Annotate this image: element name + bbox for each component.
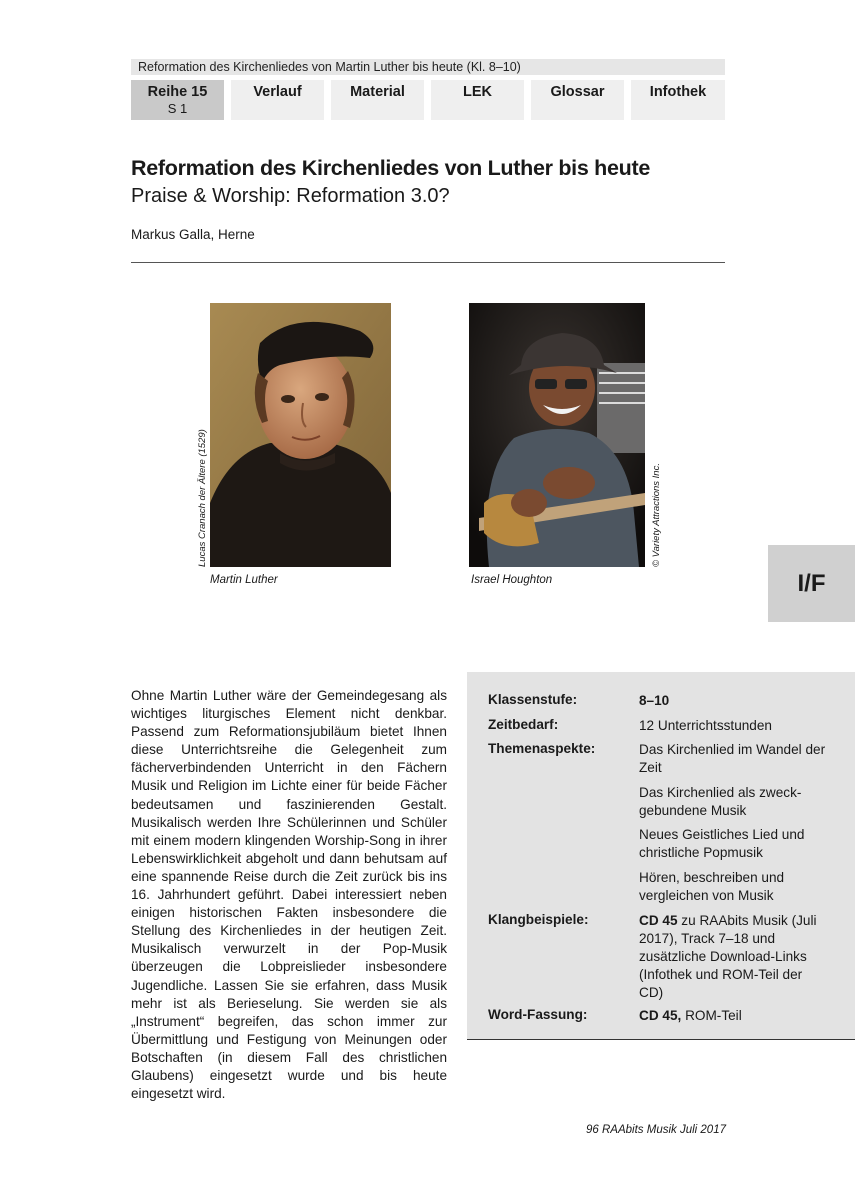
houghton-credit: © Variety Attractions Inc. — [651, 463, 662, 567]
tab-lek[interactable]: LEK — [431, 80, 524, 120]
page-subtitle: Praise & Worship: Reformation 3.0? — [131, 185, 450, 207]
klang-value — [639, 912, 829, 1002]
zeitbedarf-label: Zeitbedarf: — [488, 717, 559, 732]
themen-label: Themenaspekte: — [488, 741, 596, 756]
luther-caption: Martin Luther — [210, 574, 278, 586]
tab-infothek[interactable]: Infothek — [631, 80, 725, 120]
themen-item: Das Kirchenlied als zweckgebundene Musik — [639, 785, 802, 818]
houghton-caption: Israel Houghton — [471, 574, 553, 586]
author: Markus Galla, Herne — [131, 227, 255, 242]
klang-label: Klangbeispiele: — [488, 912, 589, 927]
page-title: Reformation des Kirchenliedes von Luther bis heute — [131, 156, 651, 180]
info-box — [467, 672, 855, 1040]
martin-luther-portrait — [210, 303, 391, 567]
tab-reihe[interactable] — [131, 80, 224, 120]
tab-glossar[interactable]: Glossar — [531, 80, 624, 120]
intro-paragraph: Ohne Martin Luther wäre der Gemeindegesang als wichtiges liturgisches Element nicht denkbar. Passend zum Reformationsjubiläum bietet Ihnen diese Unterrichtsreihe die Gelegenheit zum fächerverbindenden Unterricht in den Fächern Musik und Religion im Lichte einer für beide Fächer bedeutsamen und faszinierenden Gestalt. Musikalisch werden Ihre Schülerinnen und Schüler mit einem modern klingenden Worship-Song in ihrer Lebenswirklichkeit abgeholt und dann behutsam auf eine spannende Reise durch die Zeit zurück bis ins 16. Jahrhundert geführt. Dabei interessiert neben einigen historischen Fakten insbesondere die Stellung des Kirchenliedes in der heutigen Zeit. Musikalisch verwurzelt in der Pop-Musik überzeugen die Lobpreislieder insbesondere Jugendliche. Lassen Sie sie erfahren, dass Musik mehr ist als Berieselung. Sie werden sie als „Instrument“ begreifen, das schon immer zur Übermittlung und Festigung von Meinungen oder Botschaften (in diesem Fall des christlichen Glaubens) eingesetzt wurde und bis heute eingesetzt wird. — [131, 688, 447, 1102]
klassenstufe-value: 8–10 — [639, 693, 670, 708]
klang-text: zu RAAbits Musik (Juli 2017), Track 7–18 und zusätzliche Download-Links (Infothek und ROM-Teil der CD) — [639, 913, 817, 1000]
divider — [131, 262, 725, 263]
word-value — [639, 1007, 829, 1025]
word-cd: CD 45, — [639, 1008, 682, 1023]
zeitbedarf-value: 12 Unterrichtsstunden — [639, 718, 772, 733]
series-title: Reformation des Kirchenliedes von Martin Luther bis heute (Kl. 8–10) — [131, 59, 725, 75]
tab-verlauf[interactable]: Verlauf — [231, 80, 324, 120]
luther-credit: Lucas Cranach der Ältere (1529) — [197, 429, 208, 567]
footer-source: 96 RAAbits Musik Juli 2017 — [586, 1124, 726, 1136]
themen-item: Hören, beschreiben und vergleichen von Musik — [639, 870, 785, 903]
word-label: Word-Fassung: — [488, 1007, 588, 1022]
klassenstufe-label: Klassenstufe: — [488, 692, 578, 707]
tab-reihe-label: Reihe 15 — [147, 84, 208, 100]
themen-item: Neues Geistliches Lied und christliche Popmusik — [639, 827, 805, 860]
word-text: ROM-Teil — [681, 1008, 742, 1023]
klang-cd: CD 45 — [639, 913, 678, 928]
tab-material[interactable]: Material — [331, 80, 424, 120]
themen-item: Das Kirchenlied im Wandel der Zeit — [639, 742, 826, 775]
israel-houghton-photo — [469, 303, 645, 567]
tab-reihe-sub: S 1 — [167, 101, 188, 116]
section-tab[interactable]: I/F — [768, 545, 855, 622]
